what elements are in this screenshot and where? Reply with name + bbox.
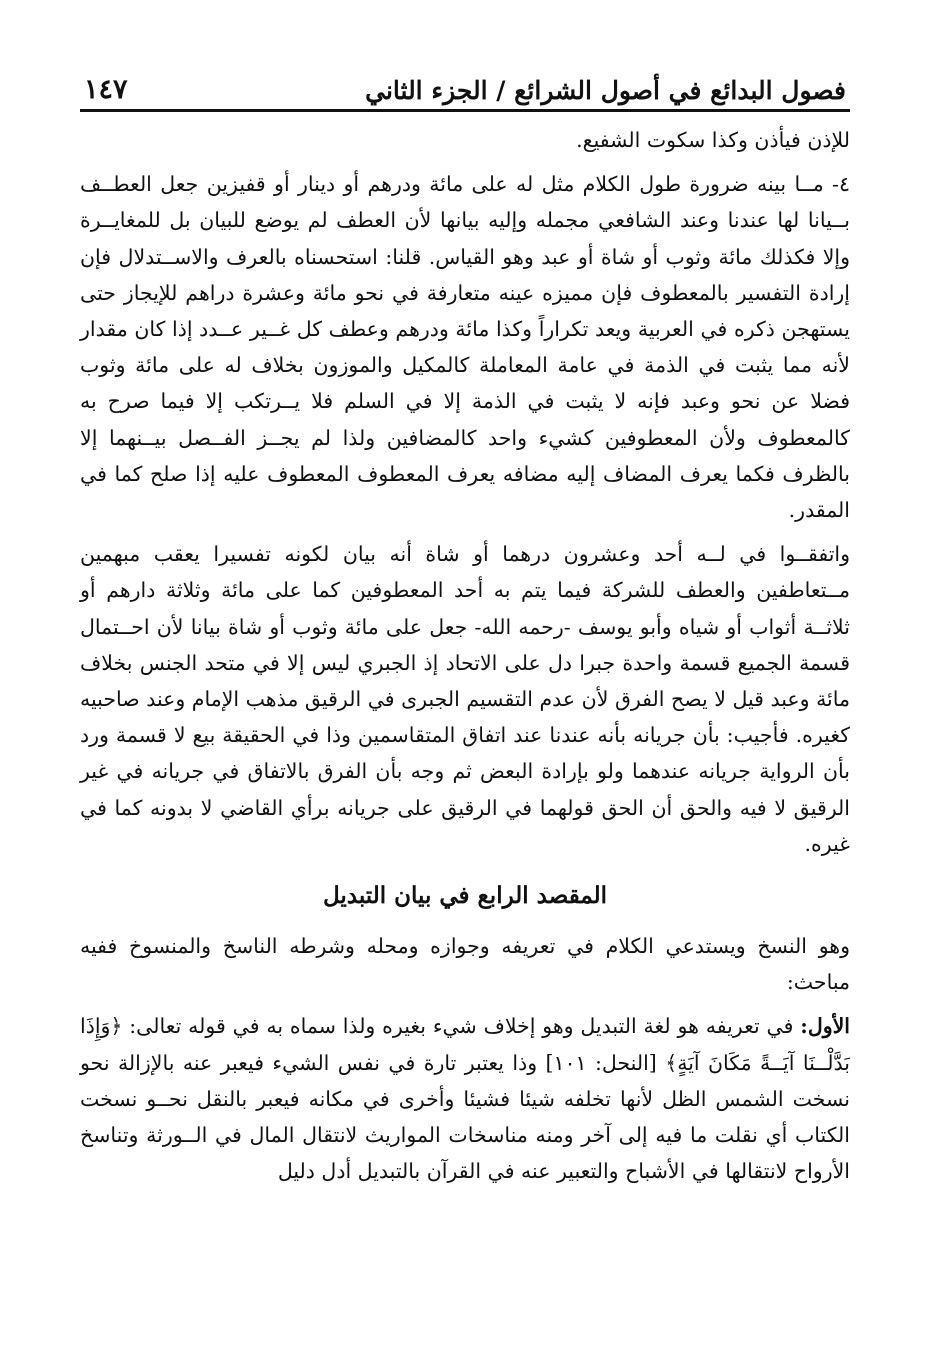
page-body bbox=[80, 112, 850, 1189]
document-page bbox=[80, 60, 850, 1350]
first-topic-lead: الأول: bbox=[800, 1014, 850, 1039]
page-number: ١٤٧ bbox=[84, 74, 128, 105]
section-intro: وهو النسخ ويستدعي الكلام في تعريفه وجوازه ومحله وشرطه الناسخ والمنسوخ ففيه مباحث: bbox=[80, 934, 850, 995]
first-topic-paragraph bbox=[80, 1008, 850, 1189]
section-heading: المقصد الرابع في بيان التبديل bbox=[322, 882, 608, 910]
paragraph: واتفقــوا في لــه أحد وعشرون درهما أو شاة أنه بيان لكونه تفسيرا يعقب مبهمين مــتعاطفين والعطف للشركة فيما يتم به أحد المعطوفين كما على مائة وثلاثة دارهم أو ثلاثــة أثواب أو شياه وأبو يوسف -رحمه الله- جعل على مائة وثوب أو شاة بيانا لأن احــتمال قسمة الجميع قسمة واحدة جبرا دل على الاتحاد إذ الجبري ليس إلا في متحد الجنس بخلاف مائة وعبد قيل لا يصح الفرق لأن عدم التقسيم الجبرى في الرقيق مذهب الإمام وعند صاحبيه كغيره. فأجيب: بأن جريانه بأنه عندنا عند اتفاق المتقاسمين وذا في الحقيقة بيع لا قسمة ورد بأن الرواية جريانه عندهما ولو بإرادة البعض ثم وجه بأن الفرق بالاتفاق في جريانه في غير الرقيق لا فيه والحق أن الحق قولهما في الرقيق على جريانه برأي القاضي لا بدونه كما في غيره. bbox=[80, 542, 850, 856]
page-header bbox=[80, 60, 850, 112]
paragraph: للإذن فيأذن وكذا سكوت الشفيع. bbox=[576, 128, 850, 152]
first-topic-text: في تعريفه هو لغة التبديل وهو إخلاف شيء بغيره ولذا سماه به في قوله تعالى: ﴿وَإِذَا بَدَّلْــنَا آيَــةً مَكَانَ آيَةٍ﴾ [النحل: ١٠١] وذا يعتبر تارة في نفس الشيء فيعبر عنه بالإزالة نحو نسخت الشمس الظل لأنها تخلفه شيئا فشيئا وأخرى في مكانه فيعبر بالنقل نحــو نسخت الكتاب أي نقلت ما فيه إلى آخر ومنه مناسخات المواريث لانتقال المال في الــورثة وتناسخ الأرواح لانتقالها في الأشباح والتعبير عنه في القرآن بالتبديل أدل دليل bbox=[80, 1014, 850, 1184]
running-title: فصول البدائع في أصول الشرائع / الجزء الثاني bbox=[365, 76, 846, 105]
paragraph: ٤- مــا بينه ضرورة طول الكلام مثل له على مائة ودرهم أو دينار أو قفيزين جعل العطــف بــيانا لها عندنا وعند الشافعي مجمله وإليه بيانها لأن العطف لم يوضع للبيان بل للمغايــرة وإلا فكذلك مائة وثوب أو شاة أو عبد وهو القياس. قلنا: استحسناه بالعرف والاســتدلال فإن إرادة التفسير بالمعطوف فإن مميزه عينه متعارفة في نحو مائة وعشرة دراهم للإيجاز حتى يستهجن ذكره في العربية ويعد تكراراً وكذا مائة ودرهم وعطف كل غــير عــدد إذا كان مقدار لأنه مما يثبت في الذمة في عامة المعاملة كالمكيل والموزون بخلاف له على مائة وثوب فضلا عن نحو وعبد فإنه لا يثبت في الذمة إلا في السلم فلا يــرتكب إلا فيما صرح به كالمعطوف ولأن المعطوفين كشيء واحد كالمضافين ولذا لم يجــز الفــصل بيــنهما إلا بالظرف فكما يعرف المضاف إليه مضافه يعرف المعطوف المعطوف عليه إذا صلح كما في المقدر. bbox=[80, 172, 850, 523]
